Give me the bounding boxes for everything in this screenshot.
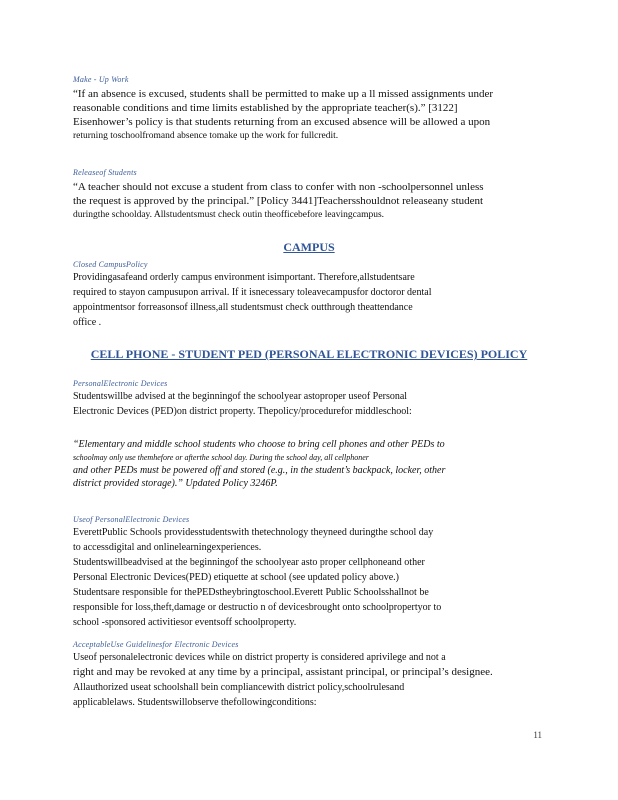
text-line: reasonable conditions and time limits established by the appropriate teacher(s).” [3122] <box>73 102 458 114</box>
text-line: Eisenhower’s policy is that students returning from an excused absence will be allowed a upon <box>73 116 491 128</box>
use-body <box>73 525 535 630</box>
ped-body <box>73 389 535 419</box>
makeup-body <box>73 87 535 143</box>
ped-quote <box>73 438 535 490</box>
makeup-subheading: Make - Up Work <box>73 75 129 84</box>
text-line: Studentswillbeadvised at the beginningof the schoolyear asto proper cellphoneand other <box>73 557 425 568</box>
release-body <box>73 180 535 222</box>
text-line: school -sponsored activitiesor eventsoff schoolproperty. <box>73 617 297 628</box>
text-line: EverettPublic Schools providesstudentswith thetechnology theyneed duringthe school day <box>73 527 434 538</box>
cellphone-heading: CELL PHONE - STUDENT PED (PERSONAL ELECTRONIC DEVICES) POLICY <box>90 347 528 361</box>
text-line: appointmentsor forreasonsof illness,all studentsmust check outthrough theattendance <box>73 302 413 313</box>
text-line: district provided storage).” Updated Policy 3246P. <box>73 478 278 489</box>
use-section <box>73 514 535 630</box>
text-line: to accessdigital and onlinelearningexperiences. <box>73 542 262 553</box>
text-line: and other PEDs must be powered off and stored (e.g., in the student’s backpack, locker, other <box>73 465 446 476</box>
use-subheading: Useof PersonalElectronic Devices <box>73 515 190 524</box>
acceptable-use-subheading: AcceptableUse Guidelinesfor Electronic Devices <box>73 640 239 649</box>
release-section <box>73 167 535 222</box>
acceptable-use-body <box>73 650 535 710</box>
text-line: returning toschoolfromand absence tomake up the work for fullcredit. <box>73 131 339 141</box>
text-line: office . <box>73 317 102 328</box>
makeup-section <box>73 74 535 143</box>
campus-subheading: Closed CampusPolicy <box>73 260 148 269</box>
text-line: Providingasafeand orderly campus environment isimportant. Therefore,allstudentsare <box>73 272 415 283</box>
text-line: right and may be revoked at any time by a principal, assistant principal, or principal’s designee. <box>73 666 493 678</box>
text-line: schoolmay only use themhefore or afterthe school day. During the school day, all cellphoner <box>73 453 369 462</box>
text-line: Personal Electronic Devices(PED) etiquette at school (see updated policy above.) <box>73 572 399 583</box>
campus-section <box>73 259 535 330</box>
text-line: Studentsare responsible for thePEDstheybringtoschool.Everett Public Schoolsshallnot be <box>73 587 429 598</box>
text-line: duringthe schoolday. Allstudentsmust check outin theofficebefore leavingcampus. <box>73 210 385 220</box>
campus-heading: CAMPUS <box>283 240 335 254</box>
ped-section <box>73 378 535 419</box>
text-line: applicablelaws. Studentswillobserve thefollowingconditions: <box>73 697 317 708</box>
text-line: Studentswillbe advised at the beginningof the schoolyear astoproper useof Personal <box>73 391 408 402</box>
text-line: “If an absence is excused, students shall be permitted to make up a ll missed assignments under <box>73 88 494 100</box>
text-line: Electronic Devices (PED)on district property. Thepolicy/procedurefor middleschool: <box>73 406 412 417</box>
text-line: “Elementary and middle school students who choose to bring cell phones and other PEDs to <box>73 439 445 450</box>
text-line: Allauthorized useat schoolshall bein compliancewith district policy,schoolrulesand <box>73 682 405 693</box>
acceptable-use-section <box>73 639 535 710</box>
release-subheading: Releaseof Students <box>73 168 137 177</box>
text-line: responsible for loss,theft,damage or destructio n of devicesbrought onto schoolpropertyor to <box>73 602 442 613</box>
text-line: Useof personalelectronic devices while on district property is considered aprivilege and not a <box>73 652 446 663</box>
text-line: “A teacher should not excuse a student from class to confer with non -schoolpersonnel unless <box>73 181 484 193</box>
campus-body <box>73 270 535 330</box>
text-line: required to stayon campusupon arrival. If it isnecessary toleavecampusfor doctoror dental <box>73 287 432 298</box>
ped-subheading: PersonalElectronic Devices <box>73 379 168 388</box>
text-line: the request is approved by the principal.” [Policy 3441]Teachersshouldnot releaseany student <box>73 195 484 207</box>
page-number: 11 <box>533 730 542 740</box>
